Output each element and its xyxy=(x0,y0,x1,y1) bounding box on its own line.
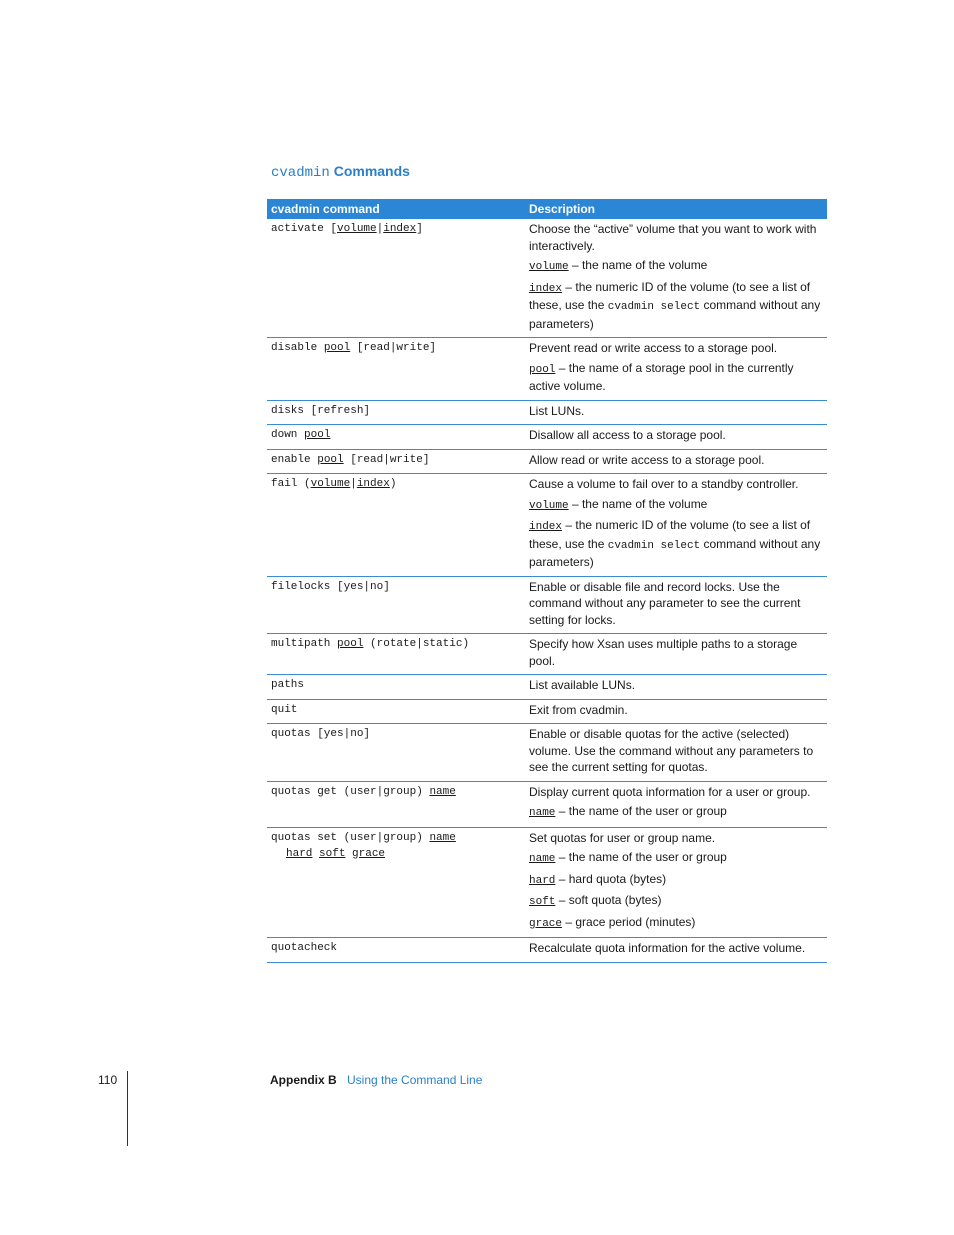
description-cell xyxy=(525,449,827,474)
description-paragraph xyxy=(529,360,823,395)
table-row xyxy=(267,634,827,675)
command-text: quotas set (user|group) xyxy=(271,831,430,844)
description-paragraph xyxy=(529,871,823,890)
table-row xyxy=(267,675,827,700)
command-parameter: name xyxy=(429,785,456,798)
command-parameter: pool xyxy=(317,453,344,466)
description-paragraph xyxy=(529,702,823,719)
parameter-term: name xyxy=(529,807,556,819)
description-text: – the name of the user or group xyxy=(555,850,727,864)
table-row xyxy=(267,781,827,827)
description-cell xyxy=(525,675,827,700)
command-text: [read|write] xyxy=(350,342,437,354)
description-paragraph xyxy=(529,517,823,571)
description-text: – soft quota (bytes) xyxy=(555,893,662,907)
description-cell xyxy=(525,827,827,938)
table-row xyxy=(267,219,827,338)
command-text: enable xyxy=(271,453,318,466)
description-text: command without any parameters) xyxy=(529,298,821,331)
command-cell xyxy=(267,938,525,963)
command-cell xyxy=(267,634,525,675)
footer-appendix-label: Appendix B xyxy=(270,1073,337,1087)
description-text: Choose the “active” volume that you want to work with interactively. xyxy=(529,222,817,253)
command-parameter: pool xyxy=(304,429,331,441)
command-parameter: hard xyxy=(286,847,313,860)
description-text: Disallow all access to a storage pool. xyxy=(529,428,726,442)
command-text: quotas get (user|group) xyxy=(271,785,430,798)
description-paragraph xyxy=(529,496,823,515)
parameter-term: index xyxy=(529,521,563,533)
section-heading-code: cvadmin xyxy=(271,165,330,181)
inline-code: cvadmin select xyxy=(607,301,701,313)
command-text: down xyxy=(271,429,305,441)
command-text: quotas [yes|no] xyxy=(271,728,371,740)
description-text: List LUNs. xyxy=(529,403,585,418)
description-paragraph xyxy=(529,892,823,911)
command-line xyxy=(271,427,521,443)
command-text: activate [ xyxy=(271,223,338,235)
table-row xyxy=(267,338,827,401)
description-paragraph xyxy=(529,677,823,694)
parameter-term: name xyxy=(529,853,556,865)
command-line xyxy=(271,677,521,693)
description-text: – hard quota (bytes) xyxy=(555,871,667,886)
footer-rule xyxy=(127,1071,128,1146)
command-line xyxy=(271,940,521,956)
description-text: Specify how Xsan uses multiple paths to a storage pool. xyxy=(529,637,798,668)
description-text: Enable or disable quotas for the active (selected) volume. Use the command without any parameters to see the current setting for quotas. xyxy=(529,727,814,774)
table-row xyxy=(267,425,827,450)
parameter-term: index xyxy=(529,282,563,295)
description-paragraph xyxy=(529,403,823,420)
command-cell xyxy=(267,827,525,938)
command-line xyxy=(271,452,521,468)
command-parameter: soft xyxy=(319,847,346,860)
column-header-description: Description xyxy=(525,199,827,219)
description-paragraph xyxy=(529,940,823,957)
command-parameter: name xyxy=(429,831,456,844)
description-text: Prevent read or write access to a storage pool. xyxy=(529,341,778,355)
command-line xyxy=(271,476,521,492)
description-text: – the name of the volume xyxy=(568,258,708,272)
command-cell xyxy=(267,338,525,401)
command-cell xyxy=(267,699,525,724)
page-number: 110 xyxy=(98,1073,118,1087)
description-cell xyxy=(525,938,827,963)
description-cell xyxy=(525,425,827,450)
parameter-term: volume xyxy=(529,499,569,512)
command-parameter: index xyxy=(356,478,390,490)
column-header-command: cvadmin command xyxy=(267,199,525,219)
description-paragraph xyxy=(529,803,823,822)
description-text: – the name of a storage pool in the currently active volume. xyxy=(529,360,794,393)
command-cell xyxy=(267,449,525,474)
description-text: List available LUNs. xyxy=(529,678,636,692)
command-parameter: index xyxy=(383,223,417,235)
description-text: command without any parameters) xyxy=(529,536,821,569)
description-paragraph xyxy=(529,221,823,254)
command-parameter: pool xyxy=(337,638,364,650)
description-text: Allow read or write access to a storage pool. xyxy=(529,452,765,467)
command-text: filelocks [yes|no] xyxy=(271,580,390,593)
description-text: – the numeric ID of the volume (to see a list of these, use the xyxy=(529,279,811,312)
description-paragraph xyxy=(529,784,823,801)
description-cell xyxy=(525,724,827,782)
inline-code: cvadmin select xyxy=(607,539,701,552)
description-paragraph xyxy=(529,579,823,629)
command-text: paths xyxy=(271,679,305,691)
command-cell xyxy=(267,219,525,338)
section-heading xyxy=(271,163,410,181)
command-line xyxy=(271,340,521,356)
table-row xyxy=(267,400,827,425)
description-cell xyxy=(525,474,827,577)
description-cell xyxy=(525,338,827,401)
table-body xyxy=(267,219,827,962)
description-paragraph xyxy=(529,849,823,868)
command-cell xyxy=(267,474,525,577)
command-cell xyxy=(267,400,525,425)
command-text: | xyxy=(376,223,384,235)
table-row xyxy=(267,938,827,963)
command-parameter: volume xyxy=(337,223,377,235)
command-text: fail ( xyxy=(271,478,311,490)
command-line xyxy=(271,830,521,846)
table-row xyxy=(267,699,827,724)
table-row xyxy=(267,449,827,474)
command-parameter: pool xyxy=(323,342,351,354)
description-cell xyxy=(525,576,827,634)
description-text: Enable or disable file and record locks. Use the command without any parameter to see the current setting for locks. xyxy=(529,579,801,627)
footer-chapter-link[interactable]: Using the Command Line xyxy=(347,1073,483,1087)
parameter-term: soft xyxy=(529,896,556,908)
command-line xyxy=(271,579,521,595)
command-cell xyxy=(267,675,525,700)
description-cell xyxy=(525,634,827,675)
description-paragraph xyxy=(529,636,823,669)
parameter-term: hard xyxy=(529,874,556,887)
description-text: – the name of the user or group xyxy=(555,804,727,818)
description-paragraph xyxy=(529,279,823,333)
table-row xyxy=(267,724,827,782)
description-paragraph xyxy=(529,830,823,847)
command-text: ] xyxy=(416,223,423,235)
section-heading-text: Commands xyxy=(329,163,410,179)
cvadmin-commands-table xyxy=(267,199,827,963)
command-text: (rotate|static) xyxy=(363,638,470,650)
command-line xyxy=(271,221,521,237)
description-paragraph xyxy=(529,340,823,357)
command-line xyxy=(271,726,521,742)
description-text: Cause a volume to fail over to a standby controller. xyxy=(529,477,799,491)
description-cell xyxy=(525,219,827,338)
table-header-row xyxy=(267,199,827,219)
description-text: – the numeric ID of the volume (to see a list of these, use the xyxy=(529,518,811,551)
parameter-term: pool xyxy=(529,363,556,376)
command-text: | xyxy=(350,478,357,490)
description-text: Set quotas for user or group name. xyxy=(529,830,716,845)
command-text: [read|write] xyxy=(343,453,430,466)
command-text: disks [refresh] xyxy=(271,404,371,417)
command-line xyxy=(271,846,521,862)
command-text: multipath xyxy=(271,638,338,650)
command-text: quit xyxy=(271,703,298,716)
table-row xyxy=(267,576,827,634)
description-text: Display current quota information for a user or group. xyxy=(529,784,811,799)
description-paragraph xyxy=(529,427,823,444)
command-cell xyxy=(267,724,525,782)
command-line xyxy=(271,784,521,800)
command-text: quotacheck xyxy=(271,942,338,954)
description-cell xyxy=(525,781,827,827)
description-paragraph xyxy=(529,726,823,776)
command-text: disable xyxy=(271,342,324,354)
description-text: Recalculate quota information for the active volume. xyxy=(529,941,806,955)
table-row xyxy=(267,474,827,577)
description-cell xyxy=(525,699,827,724)
command-text: ) xyxy=(389,478,397,490)
description-text: Exit from cvadmin. xyxy=(529,702,628,717)
parameter-term: volume xyxy=(529,261,569,273)
command-line xyxy=(271,403,521,419)
description-paragraph xyxy=(529,476,823,493)
command-cell xyxy=(267,781,525,827)
description-paragraph xyxy=(529,914,823,933)
command-parameter: volume xyxy=(310,478,351,490)
description-paragraph xyxy=(529,452,823,469)
description-text: – the name of the volume xyxy=(568,496,708,511)
command-line xyxy=(271,636,521,652)
command-cell xyxy=(267,576,525,634)
command-cell xyxy=(267,425,525,450)
description-paragraph xyxy=(529,257,823,276)
command-line xyxy=(271,702,521,718)
command-parameter: grace xyxy=(352,847,386,860)
parameter-term: grace xyxy=(529,917,563,930)
description-text: – grace period (minutes) xyxy=(562,914,696,929)
description-cell xyxy=(525,400,827,425)
table-row xyxy=(267,827,827,938)
